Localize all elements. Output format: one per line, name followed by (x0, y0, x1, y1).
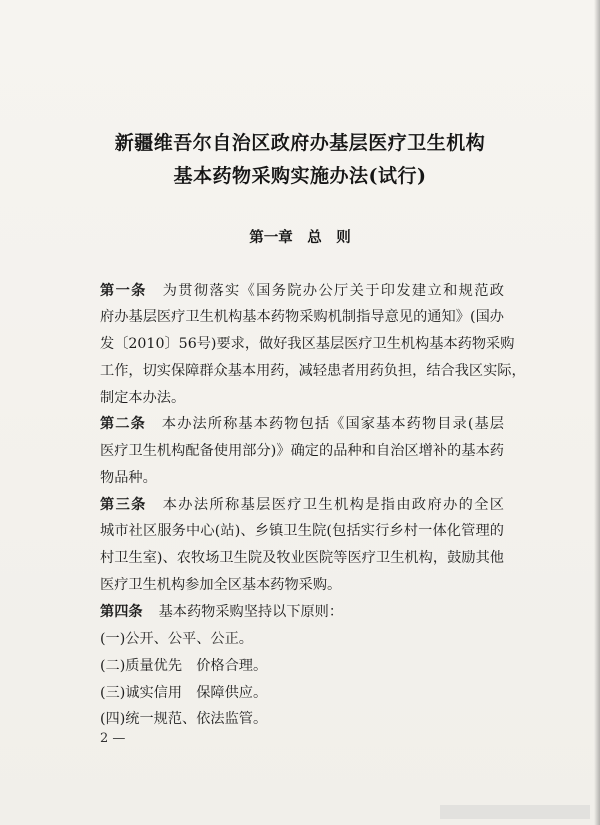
article-1-line-5: 制定本办法。 (100, 390, 186, 406)
document-title-line2: 基本药物采购实施办法(试行) (173, 165, 427, 187)
article-2-line-2: 医疗卫生机构配备使用部分)》确定的品种和自治区增补的基本药 (100, 443, 504, 459)
article-3-label: 第三条 (100, 497, 147, 513)
article-4-line-1 (100, 601, 343, 621)
article-4-label: 第四条 (100, 604, 143, 620)
article-1-line-2: 府办基层医疗卫生机构基本药物采购机制指导意见的通知》(国办 (100, 309, 504, 325)
document-title-line1: 新疆维吾尔自治区政府办基层医疗卫生机构 (114, 132, 486, 154)
article-2-text-1: 本办法所称基本药物包括《国家基本药物目录(基层 (161, 416, 504, 432)
article-3-line-1 (100, 494, 504, 514)
principle-4: (四)统一规范、依法监管。 (100, 711, 268, 727)
article-3-line-4: 医疗卫生机构参加全区基本药物采购。 (100, 577, 342, 593)
article-1-line-1 (100, 280, 504, 300)
article-3-line-3: 村卫生室)、农牧场卫生院及牧业医院等医疗卫生机构，鼓励其他 (100, 550, 504, 566)
principle-2: (二)质量优先 价格合理。 (100, 658, 268, 674)
article-3-line-2: 城市社区服务中心(站)、乡镇卫生院(包括实行乡村一体化管理的 (100, 523, 504, 539)
article-4-text-1: 基本药物采购坚持以下原则： (158, 604, 344, 620)
article-3-text-1: 本办法所称基层医疗卫生机构是指由政府办的全区 (162, 497, 504, 513)
article-1-label: 第一条 (100, 283, 147, 299)
article-1-line-3: 发〔2010〕56号)要求，做好我区基层医疗卫生机构基本药物采购 (100, 336, 515, 352)
article-2-label: 第二条 (100, 416, 146, 432)
article-2-line-3: 物品种。 (100, 470, 157, 486)
article-2-line-1 (100, 413, 504, 433)
article-1-text-1: 为贯彻落实《国务院办公厅关于印发建立和规范政 (162, 283, 504, 299)
scan-edge-shadow (594, 0, 600, 825)
principle-1: (一)公开、公平、公正。 (100, 631, 253, 647)
chapter-heading: 第一章 总 则 (249, 229, 351, 246)
article-1-line-4: 工作，切实保障群众基本用药，减轻患者用药负担，结合我区实际， (100, 363, 526, 379)
principle-3: (三)诚实信用 保障供应。 (100, 685, 268, 701)
scan-watermark-strip (440, 805, 590, 819)
page-number: 2 — (100, 731, 126, 746)
